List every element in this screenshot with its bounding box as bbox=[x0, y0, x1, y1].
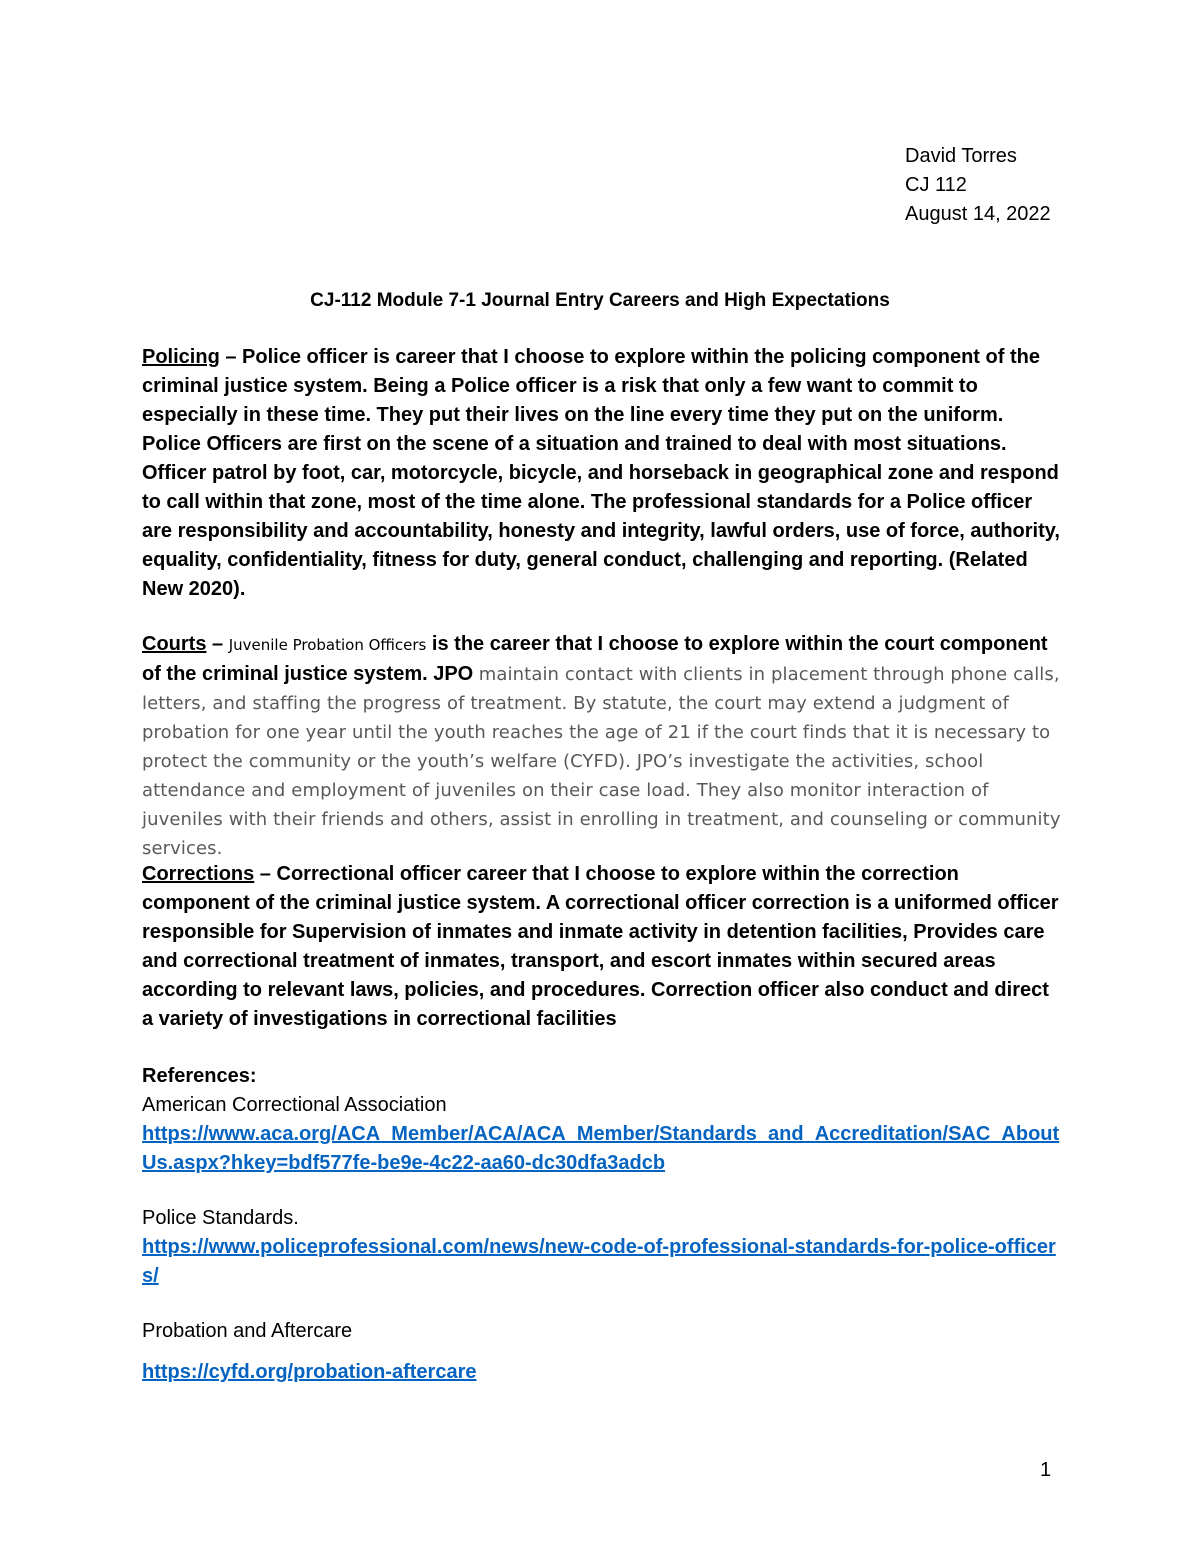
document-date: August 14, 2022 bbox=[905, 203, 1051, 225]
reference-link-aca[interactable]: https://www.aca.org/ACA_Member/ACA/ACA_Member/Standards_and_Accreditation/SAC_AboutUs.aspx?hkey=bdf577fe-be9e-4c22-aa60-dc30dfa3adcb bbox=[142, 1123, 1060, 1174]
course-code: CJ 112 bbox=[905, 174, 967, 196]
corrections-body: Correctional officer career that I choose to explore within the correction component of the criminal justice system. A correctional officer correction is a uniformed officer responsible for Supervision of inmates and inmate activity in detention facilities, Provides care and correctional treatment of inmates, transport, and escort inmates within secured areas according to relevant laws, policies, and procedures. Correction officer also conduct and direct a variety of investigations in correctional facilities bbox=[142, 863, 1059, 1030]
reference-link-cyfd[interactable]: https://cyfd.org/probation-aftercare bbox=[142, 1361, 477, 1383]
courts-lead: is the career that I choose to explore within the court component of the criminal justice system. JPO bbox=[142, 633, 1048, 685]
policing-heading: Policing bbox=[142, 346, 220, 368]
policing-dash: – bbox=[219, 346, 243, 368]
author-header bbox=[905, 142, 1051, 229]
document-title: CJ-112 Module 7-1 Journal Entry Careers and High Expectations bbox=[310, 290, 890, 311]
courts-body: maintain contact with clients in placement through phone calls, letters, and staffing the progress of treatment. By statute, the court may extend a judgment of probation for one year until the youth reaches the age of 21 if the court finds that it is necessary to protect the community or the youth’s welfare (CYFD). JPO’s investigate the activities, school attendance and employment of juveniles on their case load. They also monitor interaction of juveniles with their friends and others, assist in enrolling in treatment, and counseling or community services. bbox=[142, 664, 1061, 859]
references-heading: References: bbox=[142, 1065, 257, 1087]
courts-dash: – bbox=[206, 633, 229, 655]
page-number: 1 bbox=[1040, 1459, 1052, 1481]
courts-career-name: Juvenile Probation Officers bbox=[228, 636, 427, 654]
references-section bbox=[142, 1062, 1072, 1387]
policing-section bbox=[142, 343, 1062, 604]
reference-link-police[interactable]: https://www.policeprofessional.com/news/new-code-of-professional-standards-for-police-officers/ bbox=[142, 1236, 1056, 1287]
reference-name-aca: American Correctional Association bbox=[142, 1094, 447, 1116]
courts-section bbox=[142, 630, 1062, 863]
corrections-dash: – bbox=[254, 863, 277, 885]
courts-heading: Courts bbox=[142, 633, 207, 655]
corrections-heading: Corrections bbox=[142, 863, 255, 885]
author-name: David Torres bbox=[905, 145, 1017, 167]
reference-name-cyfd: Probation and Aftercare bbox=[142, 1320, 353, 1342]
corrections-section bbox=[142, 860, 1062, 1034]
policing-body: Police officer is career that I choose to explore within the policing component of the criminal justice system. Being a Police officer is a risk that only a few want to commit to especially in these time. They put their lives on the line every time they put on the uniform. Police Officers are first on the scene of a situation and trained to deal with most situations. Officer patrol by foot, car, motorcycle, bicycle, and horseback in geographical zone and respond to call within that zone, most of the time alone. The professional standards for a Police officer are responsibility and accountability, honesty and integrity, lawful orders, use of force, authority, equality, confidentiality, fitness for duty, general conduct, challenging and reporting. (Related New 2020). bbox=[142, 346, 1060, 600]
reference-name-police: Police Standards. bbox=[142, 1207, 299, 1229]
